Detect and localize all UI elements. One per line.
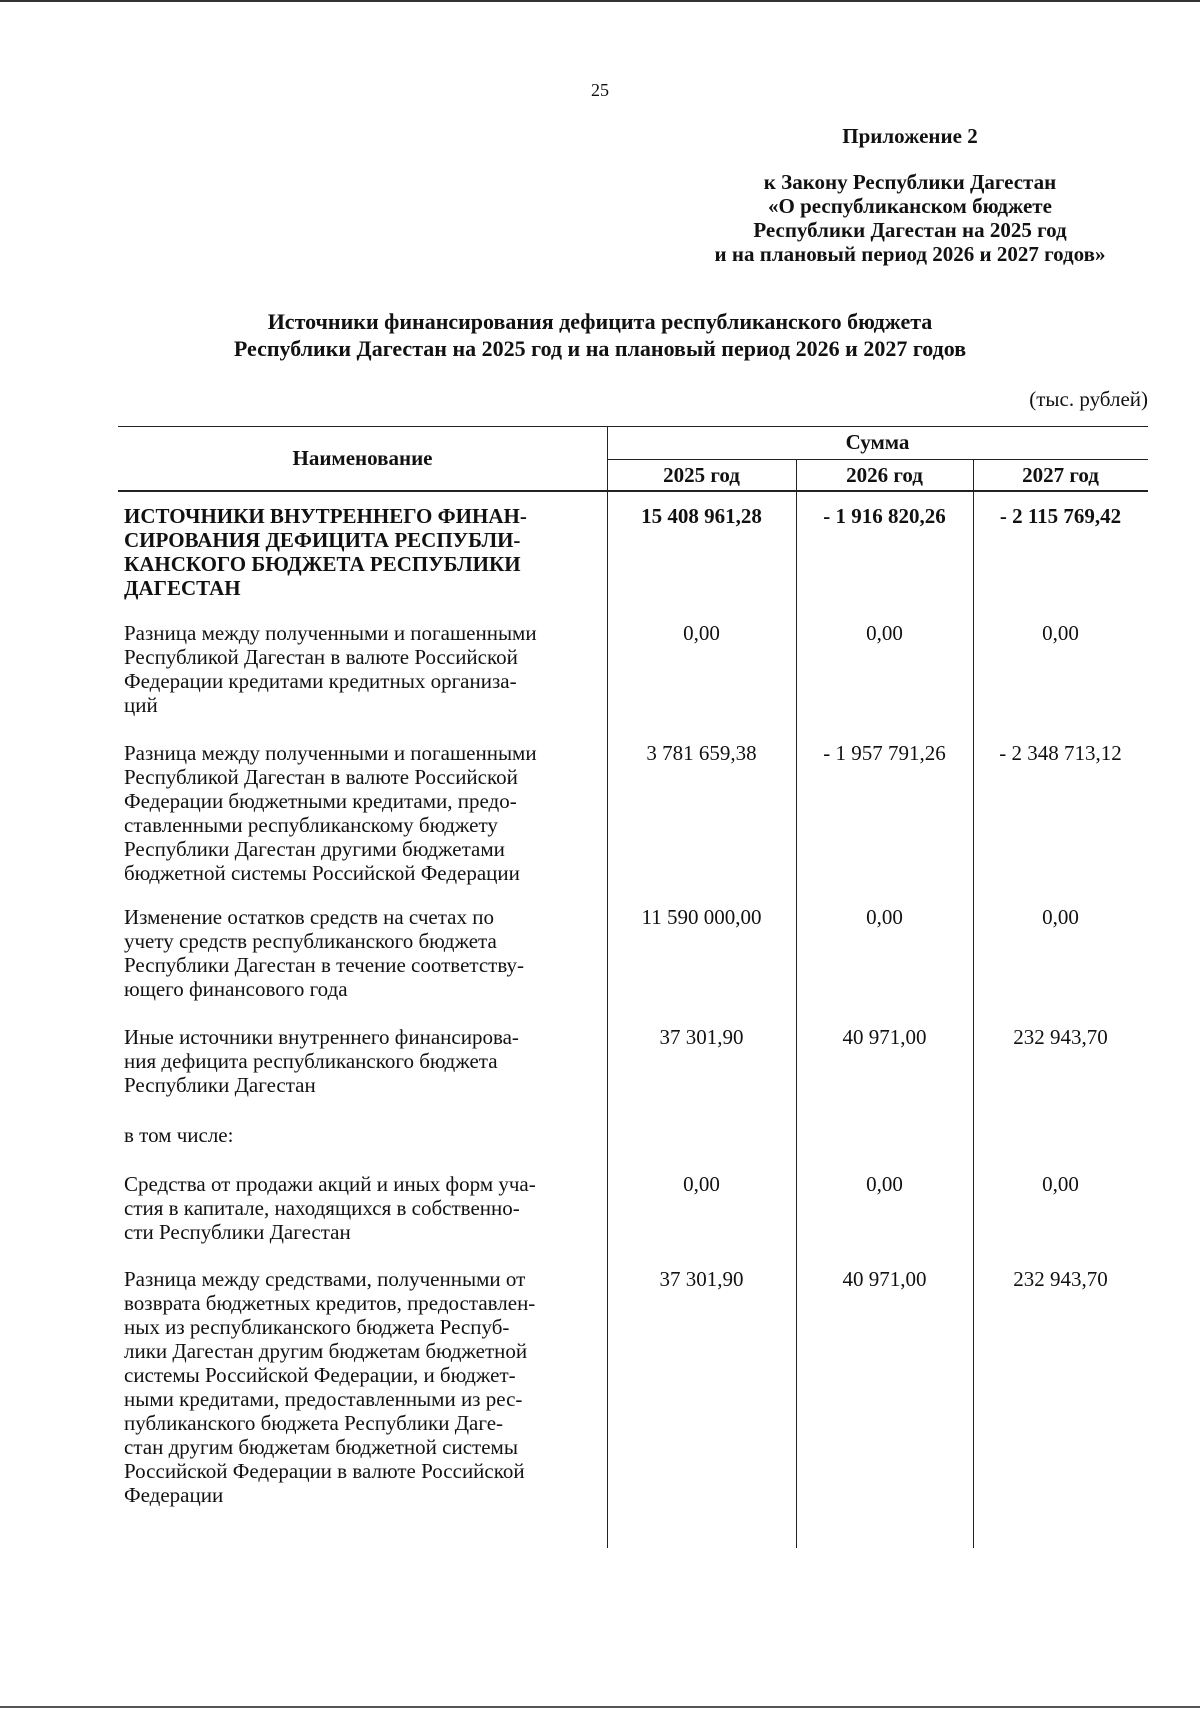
row-name: Средства от продажи акций и иных форм уча- стия в капитале, находящихся в собственно- сти Республики Дагестан	[124, 1172, 536, 1244]
appendix-header	[660, 124, 1160, 266]
row-value-2027: - 2 115 769,42	[999, 504, 1122, 528]
row-value-2026: - 1 916 820,26	[823, 504, 946, 528]
row-name: Изменение остатков средств на счетах по учету средств республиканского бюджета Республики Дагестан в течение соответству- ющего финансового года	[124, 905, 525, 1001]
row-value-2027: 0,00	[1042, 905, 1079, 929]
row-name: ИСТОЧНИКИ ВНУТРЕННЕГО ФИНАН- СИРОВАНИЯ ДЕФИЦИТА РЕСПУБЛИ- КАНСКОГО БЮДЖЕТА РЕСПУБЛИКИ ДАГЕСТАН	[124, 504, 527, 600]
header-year-2025: 2025 год	[663, 463, 740, 487]
row-value-2025: 37 301,90	[659, 1025, 744, 1049]
row-value-2025: 0,00	[683, 1172, 720, 1196]
row-value-2027: 0,00	[1042, 1172, 1079, 1196]
appendix-line: к Закону Республики Дагестан	[763, 170, 1057, 194]
units-label: (тыс. рублей)	[1029, 387, 1148, 411]
row-name: Разница между средствами, полученными от возврата бюджетных кредитов, предоставлен- ных из республиканского бюджета Респуб- лики Дагестан другим бюджетам бюджетной системы Российской Федерации, и бюджет- ными кредитами, предоставленными из рес- публиканского бюджета Республики Даге- стан другим бюджетам бюджетной системы Российской Федерации в валюте Российской Федерации	[124, 1267, 536, 1507]
header-year-2026: 2026 год	[846, 463, 923, 487]
header-bottom-rule	[118, 490, 1148, 492]
row-name: Разница между полученными и погашенными Республикой Дагестан в валюте Российской Федерации кредитами кредитных организа- ций	[124, 621, 537, 717]
appendix-line: и на плановый период 2026 и 2027 годов»	[714, 242, 1106, 266]
header-sum: Сумма	[845, 430, 910, 454]
row-value-2025: 0,00	[683, 621, 720, 645]
column-divider	[607, 426, 608, 1548]
row-value-2025: 37 301,90	[659, 1267, 744, 1291]
row-value-2026: 0,00	[866, 905, 903, 929]
row-value-2026: - 1 957 791,26	[823, 741, 946, 765]
row-value-2026: 0,00	[866, 1172, 903, 1196]
scan-top-border	[0, 0, 1200, 2]
row-value-2027: 232 943,70	[1013, 1025, 1108, 1049]
title-line: Республики Дагестан на 2025 год и на плановый период 2026 и 2027 годов	[233, 336, 967, 361]
row-value-2027: 0,00	[1042, 621, 1079, 645]
row-value-2027: - 2 348 713,12	[999, 741, 1122, 765]
row-value-2025: 11 590 000,00	[641, 905, 762, 929]
appendix-line: Республики Дагестан на 2025 год	[753, 218, 1067, 242]
row-value-2026: 40 971,00	[842, 1267, 927, 1291]
row-name: в том числе:	[124, 1123, 234, 1147]
sum-header-rule	[607, 459, 1148, 460]
row-value-2025: 15 408 961,28	[641, 504, 762, 528]
row-name: Разница между полученными и погашенными Республикой Дагестан в валюте Российской Федерации бюджетными кредитами, предо- ставленными республиканскому бюджету Республики Дагестан другими бюджетами бюджетной системы Российской Федерации	[124, 741, 537, 885]
row-value-2026: 0,00	[866, 621, 903, 645]
appendix-line: «О республиканском бюджете	[768, 194, 1052, 218]
page-number: 25	[591, 80, 609, 100]
header-name: Наименование	[292, 446, 433, 470]
row-value-2026: 40 971,00	[842, 1025, 927, 1049]
scan-bottom-border	[0, 1706, 1200, 1708]
row-name: Иные источники внутреннего финансирова- ния дефицита республиканского бюджета Республики Дагестан	[124, 1025, 519, 1097]
document-title	[0, 308, 1200, 362]
table-top-rule	[118, 426, 1148, 427]
header-year-2027: 2027 год	[1022, 463, 1099, 487]
appendix-title: Приложение 2	[842, 124, 978, 148]
row-value-2027: 232 943,70	[1013, 1267, 1108, 1291]
row-value-2025: 3 781 659,38	[646, 741, 757, 765]
title-line: Источники финансирования дефицита республиканского бюджета	[267, 309, 933, 334]
